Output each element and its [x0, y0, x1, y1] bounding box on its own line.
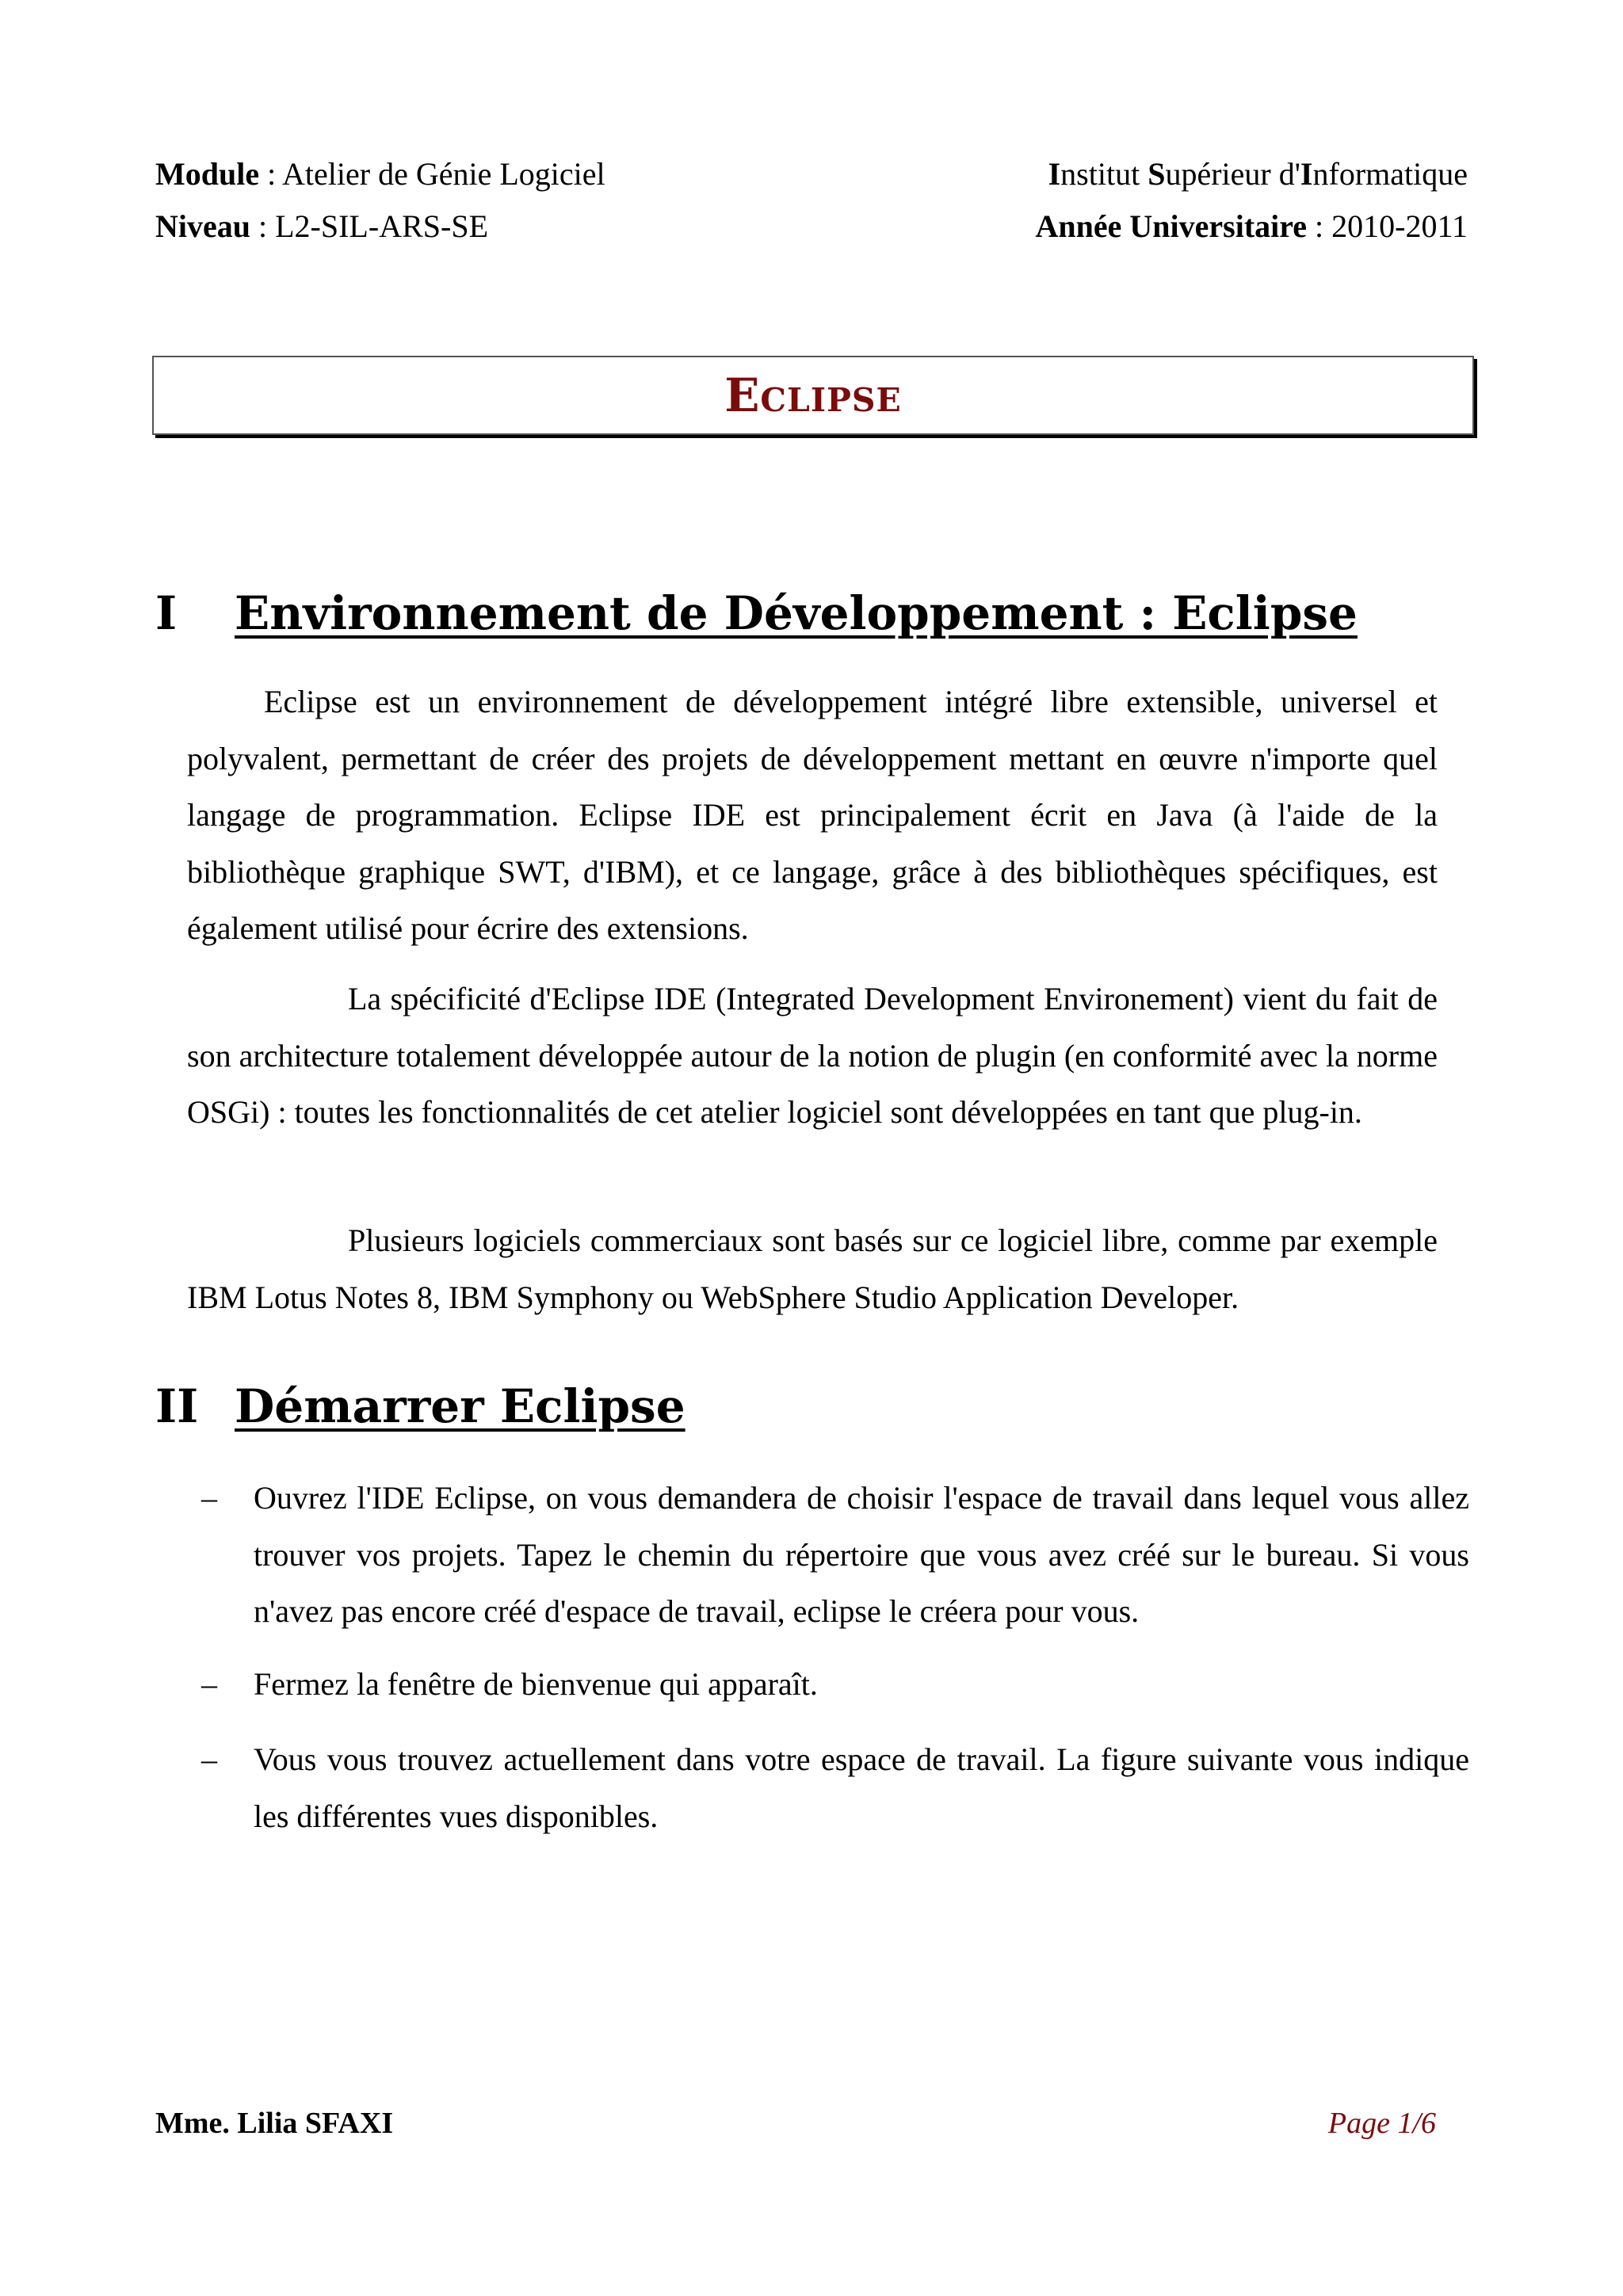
bullet-dash: –: [201, 1741, 217, 1777]
section-heading-2: [155, 1375, 1503, 1438]
institute-word-1: nstitut: [1060, 156, 1148, 192]
paragraph: Eclipse est un environnement de développement intégré libre extensible, universel et polyvalent, permettant de créer des projets de développement mettant en œuvre n'importe quel langage de programmation. Eclipse IDE est principalement écrit en Java (à l'aide de la bibliothèque graphique SWT, d'IBM), et ce langage, grâce à des bibliothèques spécifiques, est également utilisé pour écrire des extensions.: [187, 684, 1438, 946]
section-number: I: [155, 586, 178, 640]
section-title: Démarrer Eclipse: [235, 1379, 685, 1433]
list-item: [201, 1656, 1469, 1713]
institute-word-3: nformatique: [1312, 156, 1468, 192]
header-left: [155, 148, 605, 253]
institute-word-2: upérieur d': [1165, 156, 1300, 192]
document-title: Eclipse: [724, 368, 902, 422]
module-value: : Atelier de Génie Logiciel: [259, 156, 605, 192]
title-box: [152, 356, 1474, 435]
module-label: Module: [155, 156, 260, 192]
footer-author: Mme. Lilia SFAXI: [155, 2107, 394, 2140]
paragraph: La spécificité d'Eclipse IDE (Integrated Development Environement) vient du fait de son architecture totalement développée autour de la notion de plugin (en conformité avec la norme OSGi) : toutes les fonctionnalités de cet atelier logiciel sont développées en tant que plug-in.: [187, 981, 1438, 1130]
niveau-line: [155, 200, 605, 253]
paragraph: Plusieurs logiciels commerciaux sont basés sur ce logiciel libre, comme par exemple IBM Lotus Notes 8, IBM Symphony ou WebSphere Studio Application Developer.: [187, 1222, 1438, 1315]
list-item: [201, 1731, 1469, 1844]
institute-line: [1036, 148, 1468, 200]
institute-initial-i: I: [1048, 156, 1061, 192]
niveau-label: Niveau: [155, 208, 250, 244]
annee-value: : 2010-2011: [1307, 208, 1468, 244]
institute-initial-i2: I: [1300, 156, 1313, 192]
list-item-text: Fermez la fenêtre de bienvenue qui apparaît.: [254, 1666, 818, 1702]
bullet-dash: –: [201, 1480, 217, 1516]
header-right: [1036, 148, 1468, 253]
section-heading-1: [155, 582, 1503, 645]
list-item: [201, 1470, 1469, 1640]
footer-page-number: Page 1/6: [1327, 2107, 1436, 2140]
bullet-dash: –: [201, 1666, 217, 1702]
list-item-text: Ouvrez l'IDE Eclipse, on vous demandera de choisir l'espace de travail dans lequel vous allez trouver vos projets. Tapez le chemin du répertoire que vous avez créé sur le bureau. Si vous n'avez pas encore créé d'espace de travail, eclipse le créera pour vous.: [254, 1480, 1469, 1629]
annee-line: [1036, 200, 1468, 253]
module-line: [155, 148, 605, 200]
niveau-value: : L2-SIL-ARS-SE: [250, 208, 488, 244]
section-number: II: [155, 1379, 199, 1433]
institute-initial-s: S: [1148, 156, 1166, 192]
section-title: Environnement de Développement : Eclipse: [235, 586, 1358, 640]
list-item-text: Vous vous trouvez actuellement dans votre espace de travail. La figure suivante vous indique les différentes vues disponibles.: [254, 1741, 1469, 1834]
annee-label: Année Universitaire: [1035, 208, 1308, 244]
